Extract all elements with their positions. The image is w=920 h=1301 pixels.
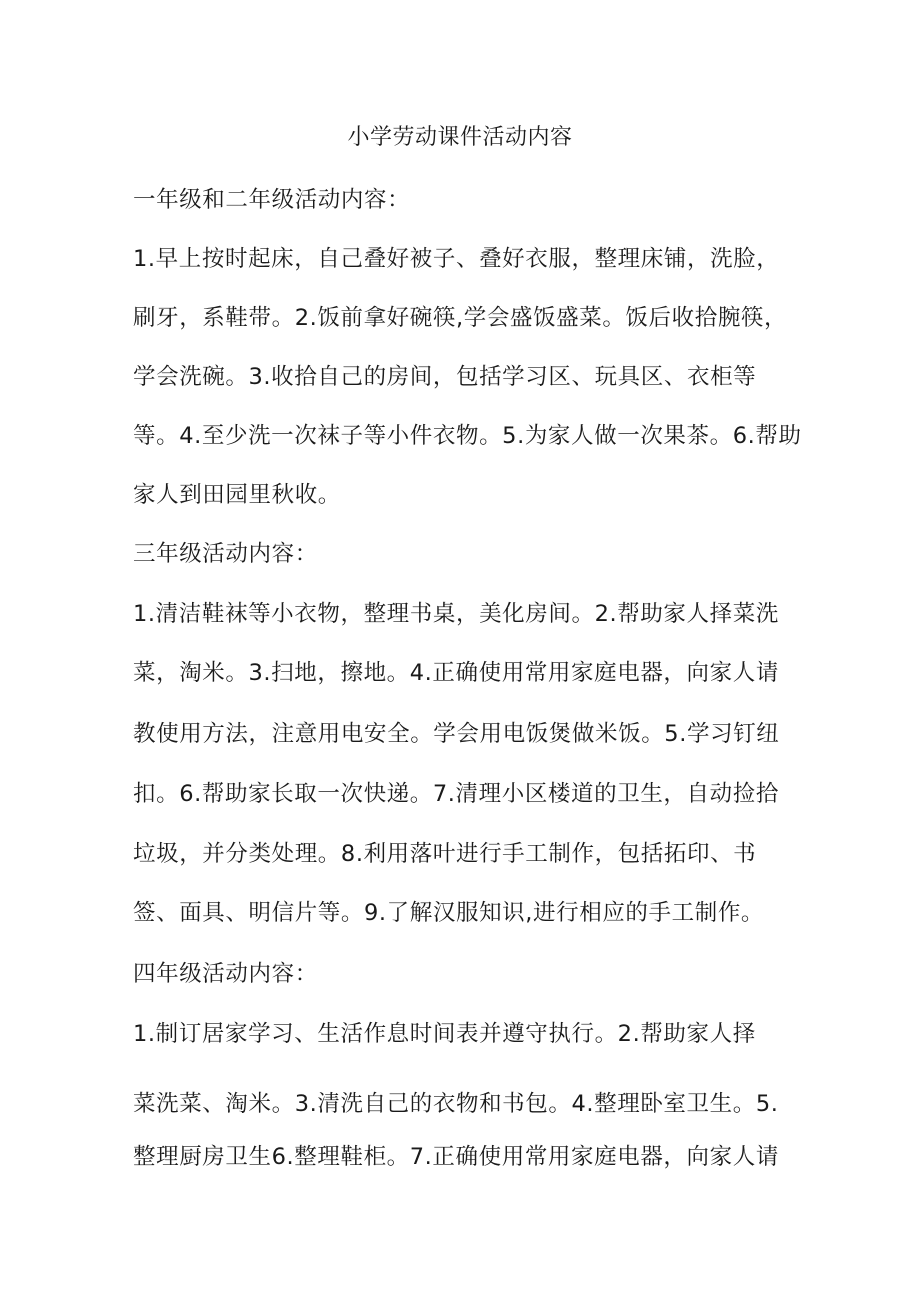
section-heading-grade-1-2: 一年级和二年级活动内容： [133,187,411,213]
section-heading-grade-3: 三年级活动内容： [133,541,318,567]
document-title: 小学劳动课件活动内容 [347,125,573,150]
body-line: 1.早上按时起床，自己叠好被子、叠好衣服，整理床铺，洗脸， [133,246,780,272]
body-line: 扣。6.帮助家长取一次快递。7.清理小区楼道的卫生，自动捡拾 [133,781,779,807]
body-line: 整理厨房卫生6.整理鞋柜。7.正确使用常用家庭电器，向家人请 [133,1144,779,1170]
body-line: 刷牙，系鞋带。2.饭前拿好碗筷,学会盛饭盛菜。饭后收拾腕筷， [133,305,788,331]
body-line: 菜洗菜、淘米。3.清洗自己的衣物和书包。4.整理卧室卫生。5. [133,1091,779,1117]
body-line: 家人到田园里秋收。 [133,482,341,508]
body-line: 1.制订居家学习、生活作息时间表并遵守执行。2.帮助家人择 [133,1021,756,1047]
body-line: 垃圾，并分类处理。8.利用落叶进行手工制作，包括拓印、书 [133,841,757,867]
body-line: 教使用方法，注意用电安全。学会用电饭煲做米饭。5.学习钉纽 [133,721,780,747]
body-line: 菜，淘米。3.扫地，擦地。4.正确使用常用家庭电器，向家人请 [133,660,779,686]
body-line: 学会洗碗。3.收拾自己的房间，包括学习区、玩具区、衣柜等 [133,364,757,390]
body-line: 1.清洁鞋袜等小衣物，整理书桌，美化房间。2.帮助家人择菜洗 [133,601,779,627]
body-line: 等。4.至少洗一次袜子等小件衣物。5.为家人做一次果茶。6.帮助 [133,423,802,449]
body-line: 签、面具、明信片等。9.了解汉服知识,进行相应的手工制作。 [133,900,765,926]
section-heading-grade-4: 四年级活动内容： [133,961,318,987]
